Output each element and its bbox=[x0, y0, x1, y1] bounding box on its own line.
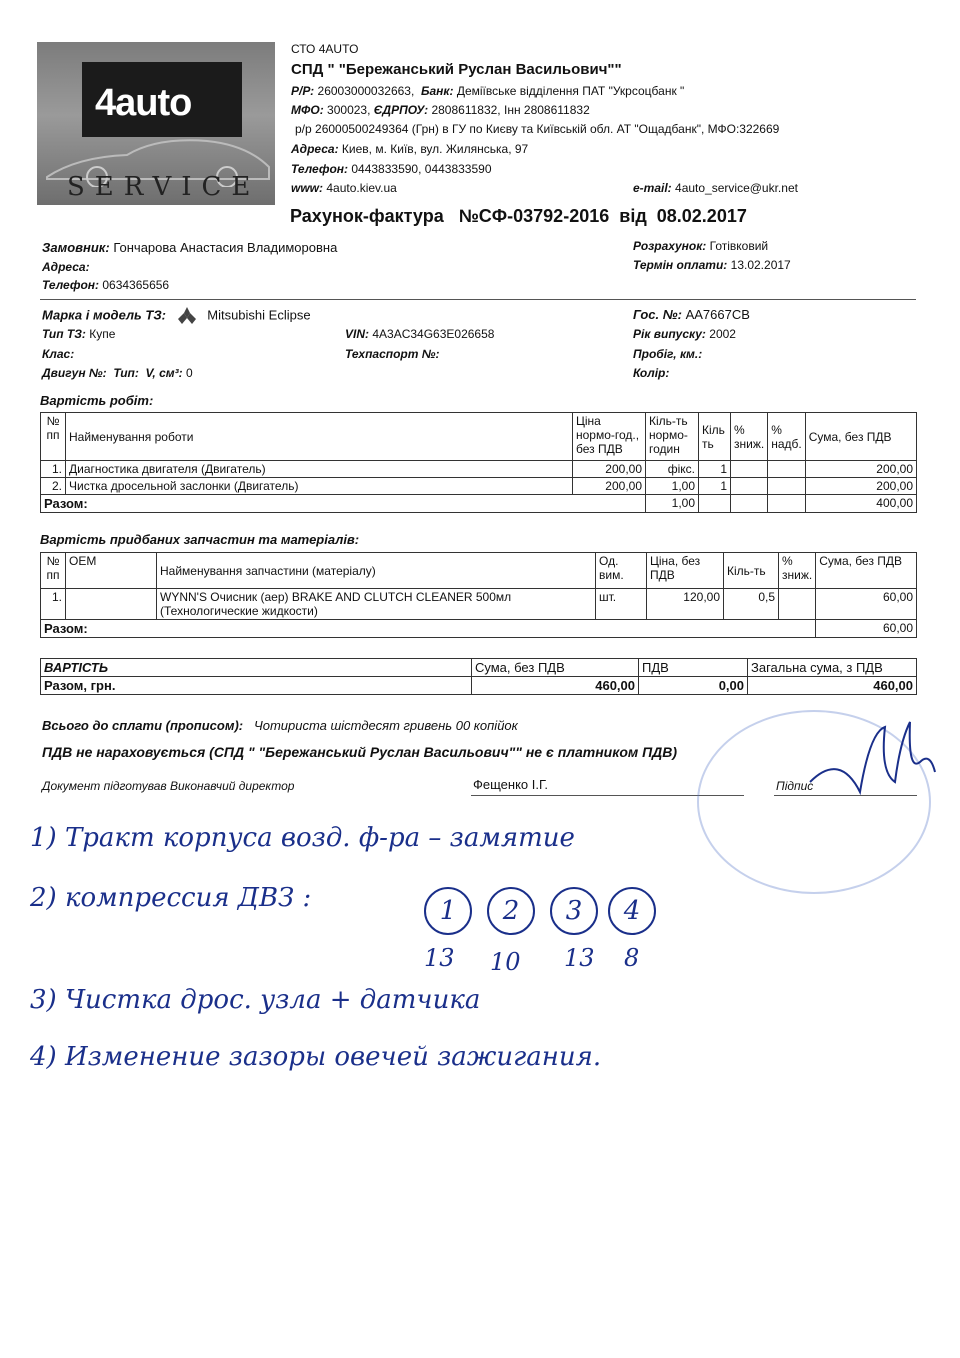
works-total-empty bbox=[699, 495, 731, 513]
engine-label: Двигун №: bbox=[42, 366, 107, 380]
payment-label: Розрахунок: bbox=[633, 239, 707, 253]
parts-total-row bbox=[41, 620, 917, 638]
works-table bbox=[40, 412, 917, 513]
bank-value: Деміївське відділення ПАТ "Укрсоцбанк " bbox=[456, 84, 685, 98]
works-header-markup: % надб. bbox=[768, 413, 806, 461]
works-row-n: 2. bbox=[41, 478, 66, 495]
invoice-number: №СФ-03792-2016 bbox=[458, 206, 610, 226]
vin-line bbox=[345, 327, 494, 341]
handwritten-line-2: 2) компрессия ДВЗ : bbox=[30, 883, 312, 913]
cylinder-4: 4 bbox=[608, 887, 656, 935]
works-row-name: Чистка дросельной заслонки (Двигатель) bbox=[66, 478, 573, 495]
customer-phone-value: 0634365656 bbox=[102, 278, 170, 292]
vin-label: VIN: bbox=[345, 327, 369, 341]
works-header-sum: Сума, без ПДВ bbox=[805, 413, 916, 461]
works-total-empty bbox=[768, 495, 806, 513]
works-row-hours: фікс. bbox=[646, 461, 699, 478]
summary-header-total: Загальна сума, з ПДВ bbox=[748, 659, 917, 677]
vehicle-model-value: Mitsubishi Eclipse bbox=[207, 307, 311, 323]
table-row bbox=[41, 478, 917, 495]
engine-line bbox=[42, 366, 193, 380]
bank-line bbox=[291, 84, 684, 98]
address-line bbox=[291, 142, 528, 156]
customer-phone-line bbox=[42, 278, 169, 292]
phone-line bbox=[291, 162, 492, 176]
works-header-disc: % зниж. bbox=[731, 413, 768, 461]
works-header-name: Найменування роботи bbox=[66, 413, 573, 461]
works-header-price: Ціна нормо-год., без ПДВ bbox=[573, 413, 646, 461]
parts-row-price: 120,00 bbox=[647, 589, 724, 620]
customer-address-label: Адреса: bbox=[42, 260, 90, 274]
parts-section-title: Вартість придбаних запчастин та матеріалів: bbox=[40, 532, 360, 547]
parts-header-unit: Од. вим. bbox=[596, 553, 647, 589]
parts-header-disc: % зниж. bbox=[779, 553, 816, 589]
works-section-title: Вартість робіт: bbox=[40, 393, 154, 408]
phone-value: 0443833590, 0443833590 bbox=[351, 162, 492, 176]
works-total-sum: 400,00 bbox=[805, 495, 916, 513]
works-row-name: Диагностика двигателя (Двигатель) bbox=[66, 461, 573, 478]
engine-type-label: Тип: bbox=[113, 366, 139, 380]
address-label: Адреса: bbox=[291, 142, 339, 156]
signer-name: Фещенко І.Г. bbox=[473, 777, 549, 792]
color-label: Колір: bbox=[633, 366, 670, 380]
cylinder-2: 2 bbox=[487, 887, 535, 935]
engine-volume-value: 0 bbox=[186, 366, 193, 380]
works-row-markup bbox=[768, 461, 806, 478]
vin-value: 4A3AC34G63E026658 bbox=[372, 327, 495, 341]
parts-row-oem bbox=[66, 589, 157, 620]
vehicle-class-label: Клас: bbox=[42, 347, 75, 361]
handwritten-line-1: 1) Тракт корпуса возд. ф-ра – замятие bbox=[30, 823, 575, 853]
compression-3: 13 bbox=[564, 944, 595, 972]
plate-label: Гос. №: bbox=[633, 307, 682, 322]
parts-header-qty: Кіль-ть bbox=[724, 553, 779, 589]
vehicle-type-value: Купе bbox=[89, 327, 116, 341]
mfo-value: 300023, bbox=[327, 103, 371, 117]
year-label: Рік випуску: bbox=[633, 327, 706, 341]
company-logo bbox=[37, 42, 275, 205]
summary-header-vat: ПДВ bbox=[639, 659, 748, 677]
passport-label: Техпаспорт №: bbox=[345, 347, 440, 361]
phone-label: Телефон: bbox=[291, 162, 349, 176]
cylinder-3: 3 bbox=[550, 887, 598, 935]
works-total-hours: 1,00 bbox=[646, 495, 699, 513]
plate-value: AA7667CB bbox=[685, 307, 750, 322]
works-row-disc bbox=[731, 461, 768, 478]
vat-note: ПДВ не нараховується (СПД " "Бережанський Руслан Васильович"" не є платником ПДВ) bbox=[42, 744, 678, 760]
sign-label: Підпис bbox=[776, 779, 814, 793]
edrpou-value: 2808611832, bbox=[431, 103, 501, 117]
works-row-qty: 1 bbox=[699, 461, 731, 478]
parts-total-sum: 60,00 bbox=[816, 620, 917, 638]
mfo-line bbox=[291, 103, 590, 117]
email-label: e-mail: bbox=[633, 181, 672, 195]
works-total-row bbox=[41, 495, 917, 513]
customer-label: Замовник: bbox=[42, 240, 110, 255]
rr-label: Р/Р: bbox=[291, 84, 315, 98]
parts-table bbox=[40, 552, 917, 638]
plate-line bbox=[633, 307, 750, 322]
www-line bbox=[291, 181, 397, 195]
www-label: www: bbox=[291, 181, 323, 195]
invoice-from: від bbox=[619, 206, 647, 226]
parts-header-price: Ціна, без ПДВ bbox=[647, 553, 724, 589]
mitsubishi-logo-icon bbox=[176, 307, 198, 325]
works-header-n: № пп bbox=[41, 413, 66, 461]
divider bbox=[40, 299, 916, 300]
words-value: Чотириста шістдесят гривень 00 копійок bbox=[253, 718, 518, 733]
parts-header-n: № пп bbox=[41, 553, 66, 589]
compression-1: 13 bbox=[424, 944, 455, 972]
works-total-empty bbox=[731, 495, 768, 513]
due-line bbox=[633, 258, 791, 272]
works-header-qty: Кіль ть bbox=[699, 413, 731, 461]
customer-value: Гончарова Анастасия Владиморовна bbox=[113, 240, 338, 255]
summary-total: 460,00 bbox=[748, 677, 917, 695]
words-label: Всього до сплати (прописом): bbox=[42, 718, 244, 733]
handwritten-signature-icon bbox=[800, 712, 940, 822]
works-row-price: 200,00 bbox=[573, 461, 646, 478]
summary-sum: 460,00 bbox=[472, 677, 639, 695]
parts-total-label: Разом: bbox=[41, 620, 816, 638]
parts-header-row bbox=[41, 553, 917, 589]
customer-phone-label: Телефон: bbox=[42, 278, 100, 292]
summary-row-label: Разом, грн. bbox=[41, 677, 472, 695]
parts-row-qty: 0,5 bbox=[724, 589, 779, 620]
rr-value: 26003000032663, bbox=[317, 84, 415, 98]
parts-row-sum: 60,00 bbox=[816, 589, 917, 620]
compression-4: 8 bbox=[624, 944, 640, 972]
www-value: 4auto.kiev.ua bbox=[326, 181, 397, 195]
parts-header-name: Найменування запчастини (матеріалу) bbox=[157, 553, 596, 589]
vehicle-type-label: Тип ТЗ: bbox=[42, 327, 86, 341]
cylinder-1: 1 bbox=[424, 887, 472, 935]
prepared-by: Документ підготував Виконавчий директор bbox=[42, 779, 295, 793]
works-row-price: 200,00 bbox=[573, 478, 646, 495]
edrpou-label: ЄДРПОУ: bbox=[373, 103, 429, 117]
inn-value: Інн 2808611832 bbox=[503, 103, 590, 117]
mfo-label: МФО: bbox=[291, 103, 324, 117]
parts-row-unit: шт. bbox=[596, 589, 647, 620]
bank-label: Банк: bbox=[420, 84, 454, 98]
company-short: СТО 4AUTO bbox=[291, 42, 359, 56]
works-row-sum: 200,00 bbox=[805, 478, 916, 495]
payment-line bbox=[633, 239, 768, 253]
works-row-n: 1. bbox=[41, 461, 66, 478]
parts-row-n: 1. bbox=[41, 589, 66, 620]
invoice-title-label: Рахунок-фактура bbox=[290, 206, 444, 226]
address-value: Киев, м. Київ, вул. Жилянська, 97 bbox=[341, 142, 529, 156]
works-header-row bbox=[41, 413, 917, 461]
table-row bbox=[41, 461, 917, 478]
vehicle-type-line bbox=[42, 327, 115, 341]
parts-header-oem: OEM bbox=[66, 553, 157, 589]
works-row-qty: 1 bbox=[699, 478, 731, 495]
works-header-hours: Кіль-ть нормо-годин bbox=[646, 413, 699, 461]
logo-brand: 4auto bbox=[95, 82, 192, 124]
engine-volume-label: V, см³: bbox=[145, 366, 183, 380]
works-row-sum: 200,00 bbox=[805, 461, 916, 478]
email-line bbox=[633, 181, 798, 195]
due-label: Термін оплати: bbox=[633, 258, 728, 272]
parts-row-name: WYNN'S Очисник (аер) BRAKE AND CLUTCH CLEANER 500мл (Технологические жидкости) bbox=[157, 589, 596, 620]
words-line bbox=[42, 718, 518, 733]
invoice-date: 08.02.2017 bbox=[656, 206, 747, 226]
year-value: 2002 bbox=[709, 327, 736, 341]
email-value: 4auto_service@ukr.net bbox=[675, 181, 798, 195]
payment-value: Готівковий bbox=[709, 239, 769, 253]
vehicle-model-line bbox=[42, 307, 311, 325]
due-value: 13.02.2017 bbox=[730, 258, 791, 272]
works-row-markup bbox=[768, 478, 806, 495]
summary-header-sum: Сума, без ПДВ bbox=[472, 659, 639, 677]
parts-row-disc bbox=[779, 589, 816, 620]
account-line: р/р 26000500249364 (Грн) в ГУ по Києву та Київській обл. АТ "Ощадбанк", МФО:322669 bbox=[295, 122, 780, 136]
handwritten-line-4: 4) Изменение зазоры овечей зажигания. bbox=[30, 1042, 602, 1072]
summary-table bbox=[40, 658, 917, 695]
company-full: СПД " "Бережанський Руслан Васильович"" bbox=[291, 61, 622, 78]
summary-row bbox=[41, 677, 917, 695]
works-total-label: Разом: bbox=[41, 495, 646, 513]
mileage-label: Пробіг, км.: bbox=[633, 347, 703, 361]
summary-header-row bbox=[41, 659, 917, 677]
works-row-disc bbox=[731, 478, 768, 495]
summary-vat: 0,00 bbox=[639, 677, 748, 695]
vehicle-model-label: Марка і модель ТЗ: bbox=[42, 307, 166, 323]
compression-2: 10 bbox=[490, 948, 521, 976]
parts-header-sum: Сума, без ПДВ bbox=[816, 553, 917, 589]
handwritten-line-3: 3) Чистка дрос. узла + датчика bbox=[30, 985, 481, 1015]
invoice-title bbox=[290, 206, 747, 227]
customer-line bbox=[42, 240, 337, 255]
logo-service: SERVICE bbox=[67, 172, 261, 202]
table-row bbox=[41, 589, 917, 620]
summary-header-label: ВАРТІСТЬ bbox=[41, 659, 472, 677]
year-line bbox=[633, 327, 736, 341]
works-row-hours: 1,00 bbox=[646, 478, 699, 495]
